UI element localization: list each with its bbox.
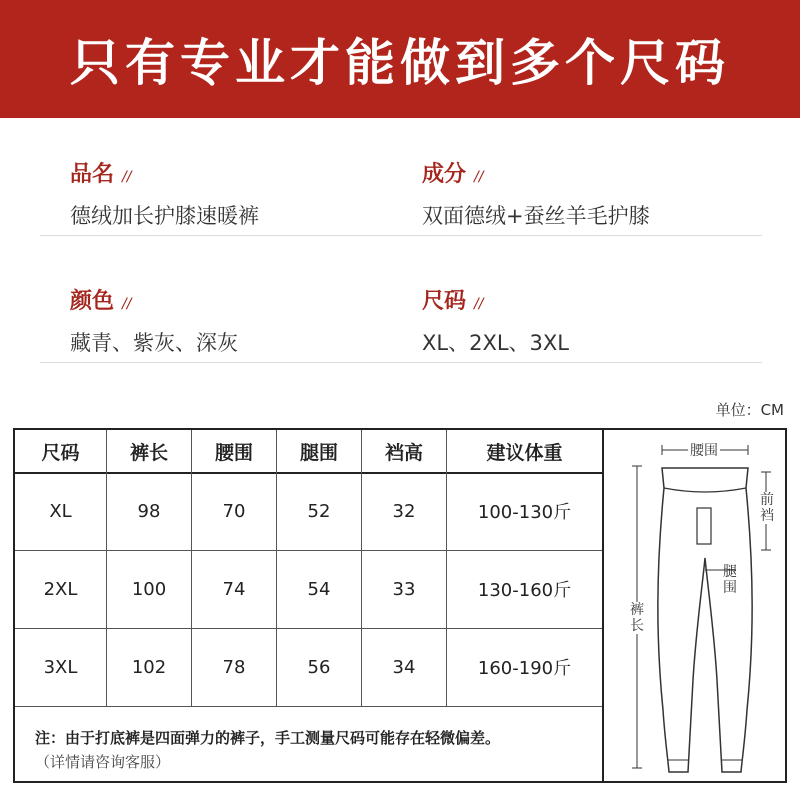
header-banner (0, 0, 800, 118)
length-label: 裤长 (630, 602, 644, 634)
cell-thigh: 52 (277, 472, 362, 550)
cell-length: 100 (107, 550, 192, 628)
unit-text: 单位：CM (715, 401, 784, 419)
header-weight: 建议体重 (486, 441, 563, 464)
cell-rise: 32 (362, 472, 447, 550)
table-note (35, 726, 500, 774)
header-length: 裤长 (107, 430, 192, 472)
waist-label: 腰围 (688, 440, 720, 460)
cell-size: XL (15, 472, 107, 550)
color-separator: // (122, 296, 132, 312)
composition-value: 双面德绒+蚕丝羊毛护膝 (422, 204, 650, 228)
composition-label: 成分 (422, 162, 467, 187)
header-size: 尺码 (15, 430, 107, 472)
cell-thigh: 56 (277, 628, 362, 706)
cell-thigh: 54 (277, 550, 362, 628)
composition-label-block (422, 157, 483, 188)
rise-label: 前裆 (760, 492, 774, 524)
note-sub: （详情请咨询客服） (35, 753, 171, 771)
cell-weight: 130-160斤 (477, 580, 572, 601)
composition-separator: // (474, 169, 484, 185)
header-thigh: 腿围 (277, 430, 362, 472)
table-row (15, 550, 602, 629)
cell-waist: 78 (192, 628, 277, 706)
color-label: 颜色 (70, 289, 115, 314)
divider-1 (40, 235, 762, 236)
note-text: 由于打底裤是四面弹力的裤子，手工测量尺码可能存在轻微偏差。 (65, 729, 501, 747)
name-label-block (70, 157, 131, 188)
cell-waist: 70 (192, 472, 277, 550)
size-label: 尺码 (422, 289, 467, 314)
size-label-block (422, 284, 483, 315)
cell-waist: 74 (192, 550, 277, 628)
cell-length: 102 (107, 628, 192, 706)
pants-diagram (602, 428, 787, 783)
table-header-row (15, 430, 602, 474)
cell-size: 3XL (15, 628, 107, 706)
name-label: 品名 (70, 162, 115, 187)
cell-weight: 160-190斤 (477, 658, 572, 679)
cell-rise: 33 (362, 550, 447, 628)
size-table (13, 428, 604, 783)
cell-weight: 100-130斤 (477, 502, 572, 523)
color-value: 藏青、紫灰、深灰 (70, 331, 238, 355)
header-waist: 腰围 (192, 430, 277, 472)
cell-rise: 34 (362, 628, 447, 706)
size-separator: // (474, 296, 484, 312)
size-value: XL、2XL、3XL (422, 331, 569, 355)
divider-2 (40, 362, 762, 363)
cell-size: 2XL (15, 550, 107, 628)
thigh-label: 腿围 (723, 564, 737, 596)
table-row (15, 472, 602, 551)
color-label-block (70, 284, 131, 315)
cell-length: 98 (107, 472, 192, 550)
name-separator: // (122, 169, 132, 185)
name-value: 德绒加长护膝速暖裤 (70, 204, 259, 228)
header-rise: 裆高 (362, 430, 447, 472)
note-prefix: 注： (35, 729, 66, 747)
banner-title: 只有专业才能做到多个尺码 (70, 34, 730, 92)
table-row (15, 628, 602, 707)
